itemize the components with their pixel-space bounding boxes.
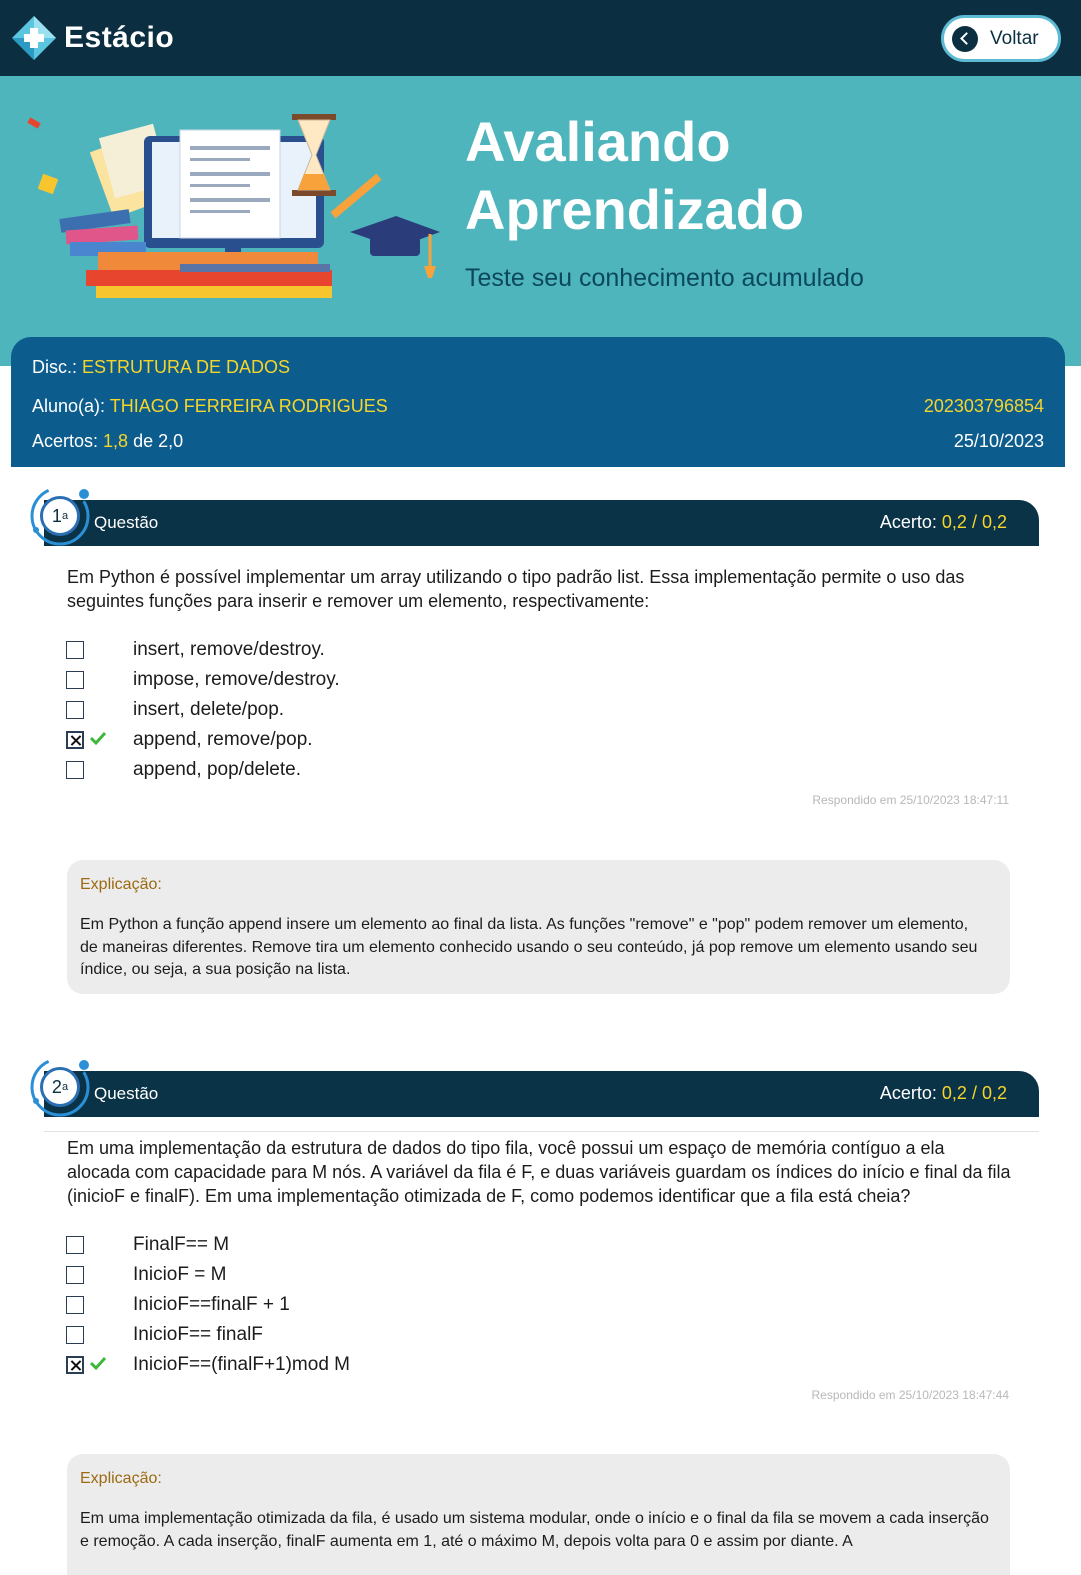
student-name: THIAGO FERREIRA RODRIGUES xyxy=(109,396,388,416)
option-text: InicioF== finalF xyxy=(133,1324,263,1345)
option-checkbox[interactable] xyxy=(66,1236,84,1254)
explanation-title: Explicação: xyxy=(80,1470,162,1487)
correct-check-icon xyxy=(90,730,106,746)
question-number-suffix: a xyxy=(61,1081,69,1093)
option-row[interactable] xyxy=(66,1232,230,1258)
option-row[interactable] xyxy=(66,697,285,723)
top-bar xyxy=(0,0,1081,76)
option-row[interactable] xyxy=(66,1262,227,1288)
option-text: append, remove/pop. xyxy=(133,729,313,750)
option-checkbox-checked[interactable] xyxy=(66,731,84,749)
option-text: impose, remove/destroy. xyxy=(133,669,340,690)
score-label: Acerto: xyxy=(879,1083,937,1103)
option-text: InicioF==finalF + 1 xyxy=(133,1294,290,1315)
option-row[interactable] xyxy=(66,757,301,783)
option-row-selected[interactable] xyxy=(66,727,313,753)
option-checkbox[interactable] xyxy=(66,641,84,659)
option-text: InicioF==(finalF+1)mod M xyxy=(133,1354,350,1375)
question-number-badge xyxy=(30,484,96,550)
option-checkbox[interactable] xyxy=(66,701,84,719)
brand-name: Estácio xyxy=(64,21,175,54)
option-checkbox[interactable] xyxy=(66,1266,84,1284)
discipline-label: Disc.: xyxy=(32,357,77,377)
chevron-left-icon xyxy=(952,26,978,52)
score-value: 0,2 xyxy=(941,512,967,532)
option-text: append, pop/delete. xyxy=(133,759,301,780)
question-score xyxy=(880,1083,1007,1104)
score-label: Acerto: xyxy=(879,512,937,532)
correct-check-icon xyxy=(90,1355,106,1371)
score-value: 0,2 xyxy=(941,1083,967,1103)
option-row[interactable] xyxy=(66,637,325,663)
student-row xyxy=(32,396,388,417)
option-row[interactable] xyxy=(66,1292,290,1318)
question-text: Em Python é possível implementar um array utilizando o tipo padrão list. Essa implementação permite o uso das seguintes funções para inserir e remover um elemento, respectivamente: xyxy=(67,567,965,611)
hits-row xyxy=(32,431,183,452)
back-button-label: Voltar xyxy=(990,27,1039,49)
question-header xyxy=(44,1071,1039,1117)
hits-label: Acertos: xyxy=(32,431,99,451)
question-number-badge xyxy=(30,1055,96,1121)
option-checkbox[interactable] xyxy=(66,761,84,779)
option-checkbox[interactable] xyxy=(66,671,84,689)
exam-info-card xyxy=(11,337,1065,467)
hits-value: 1,8 xyxy=(103,431,129,451)
option-checkbox[interactable] xyxy=(66,1296,84,1314)
question-number: 2 xyxy=(51,1076,62,1097)
explanation-box xyxy=(67,1454,1010,1575)
option-text: insert, delete/pop. xyxy=(133,699,285,720)
question-number-suffix: a xyxy=(61,510,69,522)
option-text: InicioF = M xyxy=(133,1264,227,1285)
divider xyxy=(44,1131,1039,1132)
answered-timestamp: Respondido em 25/10/2023 18:47:44 xyxy=(811,1388,1009,1402)
discipline-value: ESTRUTURA DE DADOS xyxy=(82,357,291,377)
question-score xyxy=(880,512,1007,533)
discipline-row xyxy=(32,357,290,378)
question-header xyxy=(44,500,1039,546)
student-label: Aluno(a): xyxy=(32,396,106,416)
back-button[interactable] xyxy=(941,15,1061,62)
explanation-text: Em uma implementação otimizada da fila, é usado um sistema modular, onde o início e o final da fila se movem a cada inserção e remoção. A cada inserção, finalF aumenta em 1, até o máximo M, depois volta para 0 e assim por diante. A xyxy=(80,1510,989,1550)
study-illustration xyxy=(20,110,450,310)
option-row-selected[interactable] xyxy=(66,1352,350,1378)
option-checkbox-checked[interactable] xyxy=(66,1356,84,1374)
option-text: insert, remove/destroy. xyxy=(133,639,325,660)
student-id: 202303796854 xyxy=(923,396,1044,416)
question-label: Questão xyxy=(94,513,159,532)
score-total: / 0,2 xyxy=(971,512,1007,532)
hits-total: de 2,0 xyxy=(133,431,184,451)
explanation-text: Em Python a função append insere um elemento ao final da lista. As funções "remove" e "pop" podem remover um elemento, de maneiras diferentes. Remove tira um elemento conhecido usando o seu conteúdo, já pop remove um elemento usando seu índice, ou seja, a sua posição na lista. xyxy=(80,916,978,978)
page-title: Avaliando Aprendizado xyxy=(465,110,805,241)
question-number: 1 xyxy=(51,505,62,526)
answered-timestamp: Respondido em 25/10/2023 18:47:11 xyxy=(812,793,1009,807)
exam-date: 25/10/2023 xyxy=(953,431,1044,451)
brand-logo[interactable] xyxy=(10,14,174,62)
score-total: / 0,2 xyxy=(971,1083,1007,1103)
explanation-title: Explicação: xyxy=(80,876,162,893)
question-text: Em uma implementação da estrutura de dados do tipo fila, você possui um espaço de memória contíguo a ela alocada com capacidade para M nós. A variável da fila é F, e duas variáveis guardam os índices do início e final da fila (inicioF e finalF). Em uma implementação otimizada de F, como podemos identificar que a fila está cheia? xyxy=(67,1138,1011,1206)
question-label: Questão xyxy=(94,1084,159,1103)
option-text: FinalF== M xyxy=(133,1234,230,1255)
estacio-logo-icon xyxy=(10,14,58,62)
option-row[interactable] xyxy=(66,667,340,693)
explanation-box xyxy=(67,860,1010,994)
option-checkbox[interactable] xyxy=(66,1326,84,1344)
page-subtitle: Teste seu conhecimento acumulado xyxy=(465,264,864,292)
option-row[interactable] xyxy=(66,1322,263,1348)
